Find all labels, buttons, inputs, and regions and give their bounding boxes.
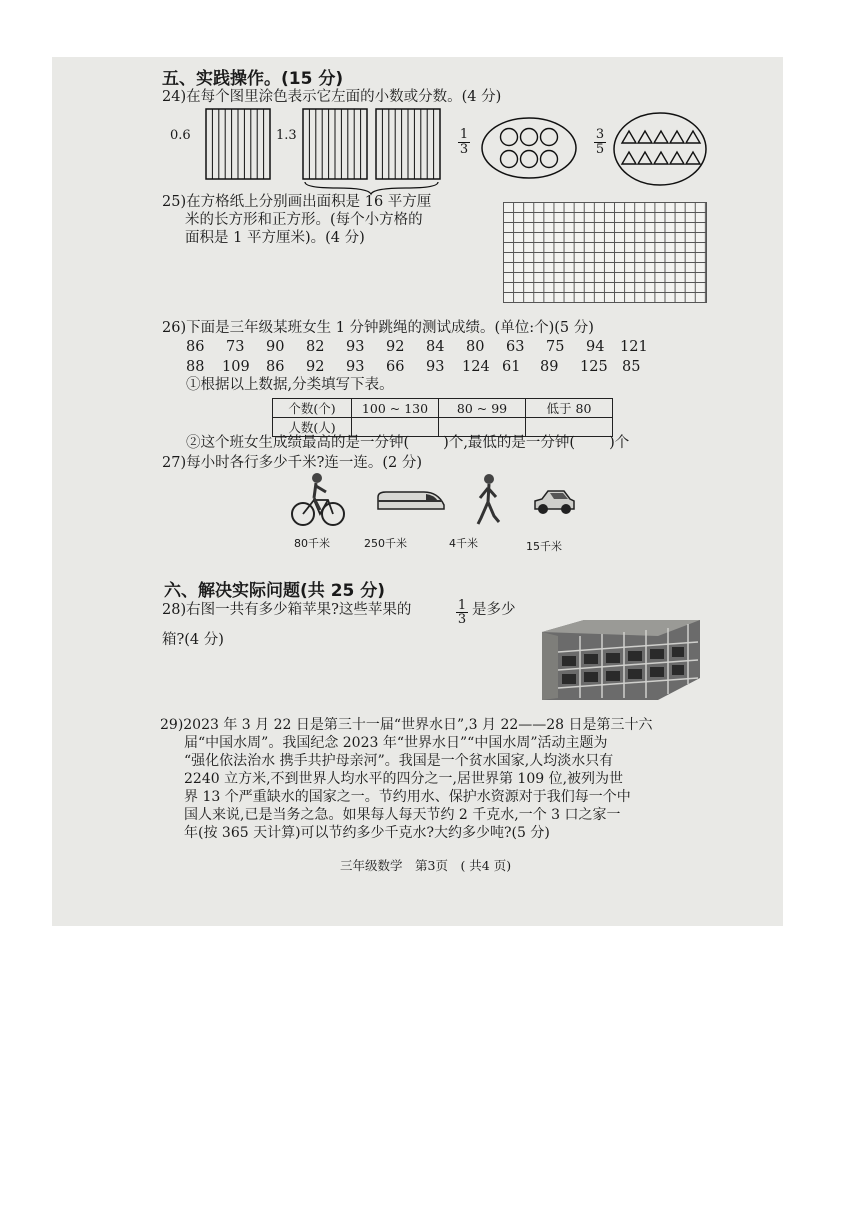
section-5-title: 五、实践操作。(15 分) — [162, 69, 344, 89]
q26-score-value: 85 — [622, 359, 641, 375]
q26-score-value: 66 — [386, 359, 405, 375]
high-speed-train-icon — [376, 487, 446, 515]
q26-table-header-row — [273, 399, 613, 418]
apple-boxes-stack-image — [540, 618, 702, 704]
q26-score-value: 124 — [462, 359, 490, 375]
page-footer: 三年级数学 第3页 ( 共4 页) — [340, 858, 512, 873]
q29-line-3: “强化依法治水 携手共护母亲河”。我国是一个贫水国家,人均淡水只有 — [184, 753, 614, 769]
q25-line-2: 米的长方形和正方形。(每个小方格的 — [185, 212, 423, 228]
q29-line-4: 2240 立方米,不到世界人均水平的四分之一,居世界第 109 位,被列为世 — [184, 771, 624, 787]
q26-answer-cell-100-130[interactable] — [352, 418, 439, 437]
q26-table-header-cell: 80 ~ 99 — [439, 399, 526, 418]
q26-table-row-label: 人数(人) — [273, 418, 352, 437]
q24-text: 24)在每个图里涂色表示它左面的小数或分数。(4 分) — [162, 89, 502, 105]
q24-label-1-3: 1.3 — [276, 128, 297, 143]
q24-fraction-3-5-denominator: 5 — [595, 142, 605, 157]
walking-person-icon — [474, 472, 504, 528]
q26-score-value: 88 — [186, 359, 205, 375]
q24-decimal-rect-pair — [302, 108, 444, 196]
q26-score-value: 93 — [426, 359, 445, 375]
q24-fraction-3-5-numerator: 3 — [595, 127, 605, 142]
q24-fraction-3-5 — [594, 128, 606, 157]
q29-line-5: 界 13 个严重缺水的国家之一。节约用水、保护水资源对于我们每一个中 — [184, 789, 631, 805]
q26-score-value: 125 — [580, 359, 608, 375]
q26-score-value: 109 — [222, 359, 250, 375]
q26-score-value: 94 — [586, 339, 605, 355]
q28-fraction — [456, 599, 468, 626]
q28-line-1b: 是多少 — [472, 602, 516, 618]
q29-line-2: 届“中国水周”。我国纪念 2023 年“世界水日”“中国水周”活动主题为 — [184, 735, 608, 751]
q26-table-count-row — [273, 418, 613, 437]
q26-score-value: 93 — [346, 339, 365, 355]
q24-decimal-rect-1 — [205, 108, 271, 180]
q24-fraction-1-3-denominator: 3 — [459, 142, 469, 157]
q26-sub2-part-b: )个,最低的是一分钟( — [443, 435, 576, 451]
q29-line-7: 年(按 365 天计算)可以节约多少千克水?大约多少吨?(5 分) — [184, 825, 550, 841]
q26-score-value: 93 — [346, 359, 365, 375]
q28-line-1a: 28)右图一共有多少箱苹果?这些苹果的 — [162, 602, 412, 618]
q24-label-0-6: 0.6 — [170, 128, 191, 143]
q26-score-value: 75 — [546, 339, 565, 355]
q25-grid-paper[interactable] — [503, 202, 707, 303]
q29-line-6: 国人来说,已是当务之急。如果每人每天节约 2 千克水,一个 3 口之家一 — [184, 807, 621, 823]
q24-fraction-1-3 — [458, 128, 470, 157]
q26-sub2-part-a: ②这个班女生成绩最高的是一分钟( — [186, 435, 410, 451]
q26-score-value: 86 — [186, 339, 205, 355]
q28-fraction-denominator: 3 — [457, 612, 467, 627]
q25-line-1: 25)在方格纸上分别画出面积是 16 平方厘 — [162, 194, 432, 210]
q26-score-value: 92 — [306, 359, 325, 375]
q28-line-1 — [162, 602, 411, 619]
q26-sub1: ①根据以上数据,分类填写下表。 — [186, 377, 394, 393]
q26-table-header-cell: 100 ~ 130 — [352, 399, 439, 418]
speed-label-80[interactable]: 80千米 — [294, 537, 330, 550]
q26-sub2-part-c: )个 — [609, 435, 630, 451]
q28-line-2: 箱?(4 分) — [162, 632, 224, 648]
q26-score-value: 80 — [466, 339, 485, 355]
q24-fraction-1-3-numerator: 1 — [459, 127, 469, 142]
speed-label-250[interactable]: 250千米 — [364, 537, 407, 550]
speed-label-4[interactable]: 4千米 — [449, 537, 478, 550]
q26-score-value: 92 — [386, 339, 405, 355]
q24-circles-oval — [480, 116, 578, 180]
q26-score-value: 89 — [540, 359, 559, 375]
car-icon — [532, 487, 576, 517]
speed-label-15[interactable]: 15千米 — [526, 540, 562, 553]
q27-text: 27)每小时各行多少千米?连一连。(2 分) — [162, 455, 423, 471]
q26-score-value: 63 — [506, 339, 525, 355]
q26-score-data — [182, 337, 648, 379]
q26-score-value: 121 — [620, 339, 648, 355]
q25-line-3: 面积是 1 平方厘米)。(4 分) — [185, 230, 365, 246]
bicycle-icon — [290, 470, 346, 528]
q26-table-header-cell: 个数(个) — [273, 399, 352, 418]
section-6-title: 六、解决实际问题(共 25 分) — [164, 581, 386, 601]
q26-score-value: 90 — [266, 339, 285, 355]
q26-score-value: 84 — [426, 339, 445, 355]
q28-fraction-numerator: 1 — [457, 598, 467, 613]
q24-triangles-oval — [612, 111, 708, 187]
q26-answer-cell-80-99[interactable] — [439, 418, 526, 437]
q29-line-1: 29)2023 年 3 月 22 日是第三十一届“世界水日”,3 月 22——28 日是第三十六 — [160, 717, 653, 733]
q26-answer-cell-below-80[interactable] — [526, 418, 613, 437]
q26-score-value: 86 — [266, 359, 285, 375]
q26-score-value: 73 — [226, 339, 245, 355]
q26-sub2 — [186, 435, 629, 452]
q26-text: 26)下面是三年级某班女生 1 分钟跳绳的测试成绩。(单位:个)(5 分) — [162, 320, 594, 336]
q26-score-value: 82 — [306, 339, 325, 355]
q26-score-value: 61 — [502, 359, 521, 375]
q26-table-header-cell: 低于 80 — [526, 399, 613, 418]
q26-classification-table — [272, 398, 613, 437]
